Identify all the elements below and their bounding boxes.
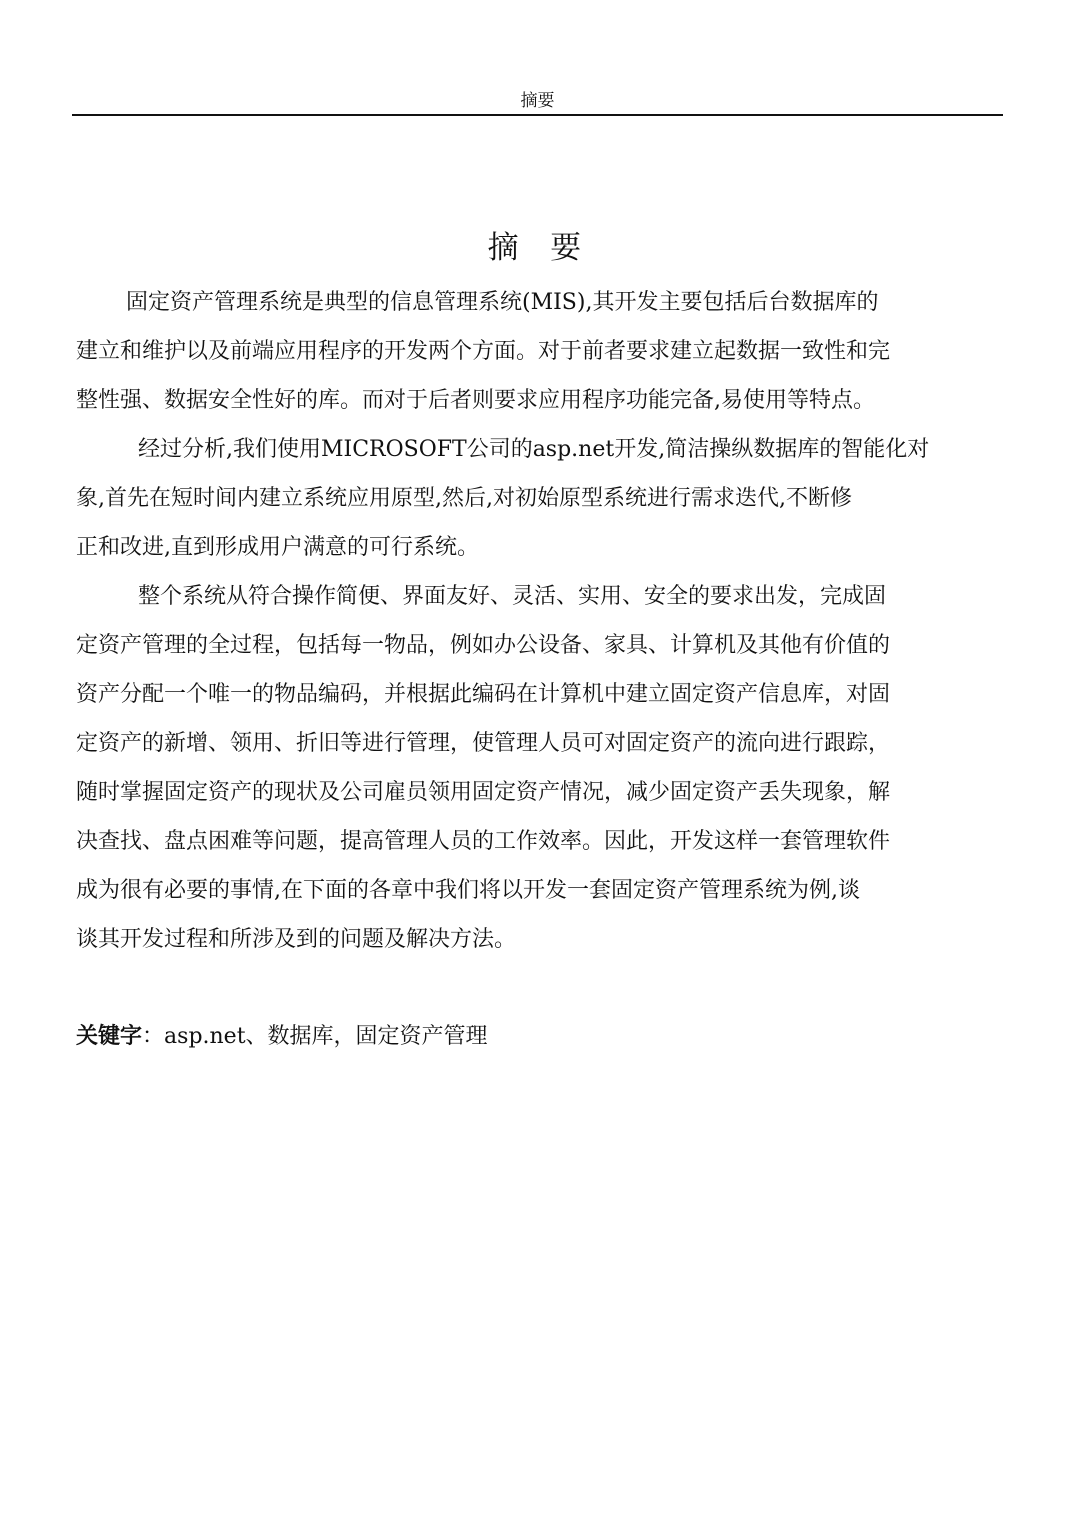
paragraph-1 — [76, 278, 1002, 425]
keywords-text: asp.net、数据库，固定资产管理 — [164, 1024, 488, 1049]
paragraph-2 — [76, 425, 1002, 572]
text-line: 谈其开发过程和所涉及到的问题及解决方法。 — [76, 927, 517, 952]
text-line: 定资产管理的全过程，包括每一物品，例如办公设备、家具、计算机及其他有价值的 — [76, 633, 891, 658]
text-line: 建立和维护以及前端应用程序的开发两个方面。对于前者要求建立起数据一致性和完 — [76, 339, 891, 364]
text-line: 资产分配一个唯一的物品编码，并根据此编码在计算机中建立固定资产信息库，对固 — [76, 682, 891, 707]
abstract-body — [76, 278, 1002, 964]
text-line: 随时掌握固定资产的现状及公司雇员领用固定资产情况，减少固定资产丢失现象，解 — [76, 780, 891, 805]
keywords-separator: ： — [142, 1024, 165, 1049]
text-line: 正和改进,直到形成用户满意的可行系统。 — [76, 535, 479, 560]
keywords-label: 关键字 — [76, 1024, 143, 1049]
paragraph-3 — [76, 572, 1002, 964]
text-line: 整个系统从符合操作简便、界面友好、灵活、实用、安全的要求出发，完成固 — [138, 584, 887, 609]
text-line: 决查找、盘点困难等问题，提高管理人员的工作效率。因此，开发这样一套管理软件 — [76, 829, 891, 854]
running-header: 摘要 — [520, 91, 555, 111]
text-line: 整性强、数据安全性好的库。而对于后者则要求应用程序功能完备,易使用等特点。 — [76, 388, 875, 413]
text-line: 经过分析,我们使用MICROSOFT公司的asp.net开发,简洁操纵数据库的智能化对 — [138, 437, 930, 462]
keywords-line — [76, 1012, 1002, 1061]
text-line: 定资产的新增、领用、折旧等进行管理，使管理人员可对固定资产的流向进行跟踪， — [76, 731, 891, 756]
page-title: 摘 要 — [487, 230, 588, 266]
text-line: 象,首先在短时间内建立系统应用原型,然后,对初始原型系统进行需求迭代,不断修 — [76, 486, 852, 511]
text-line: 成为很有必要的事情,在下面的各章中我们将以开发一套固定资产管理系统为例,谈 — [76, 878, 860, 903]
header-rule — [72, 114, 1003, 116]
text-line: 固定资产管理系统是典型的信息管理系统(MIS),其开发主要包括后台数据库的 — [126, 290, 879, 315]
